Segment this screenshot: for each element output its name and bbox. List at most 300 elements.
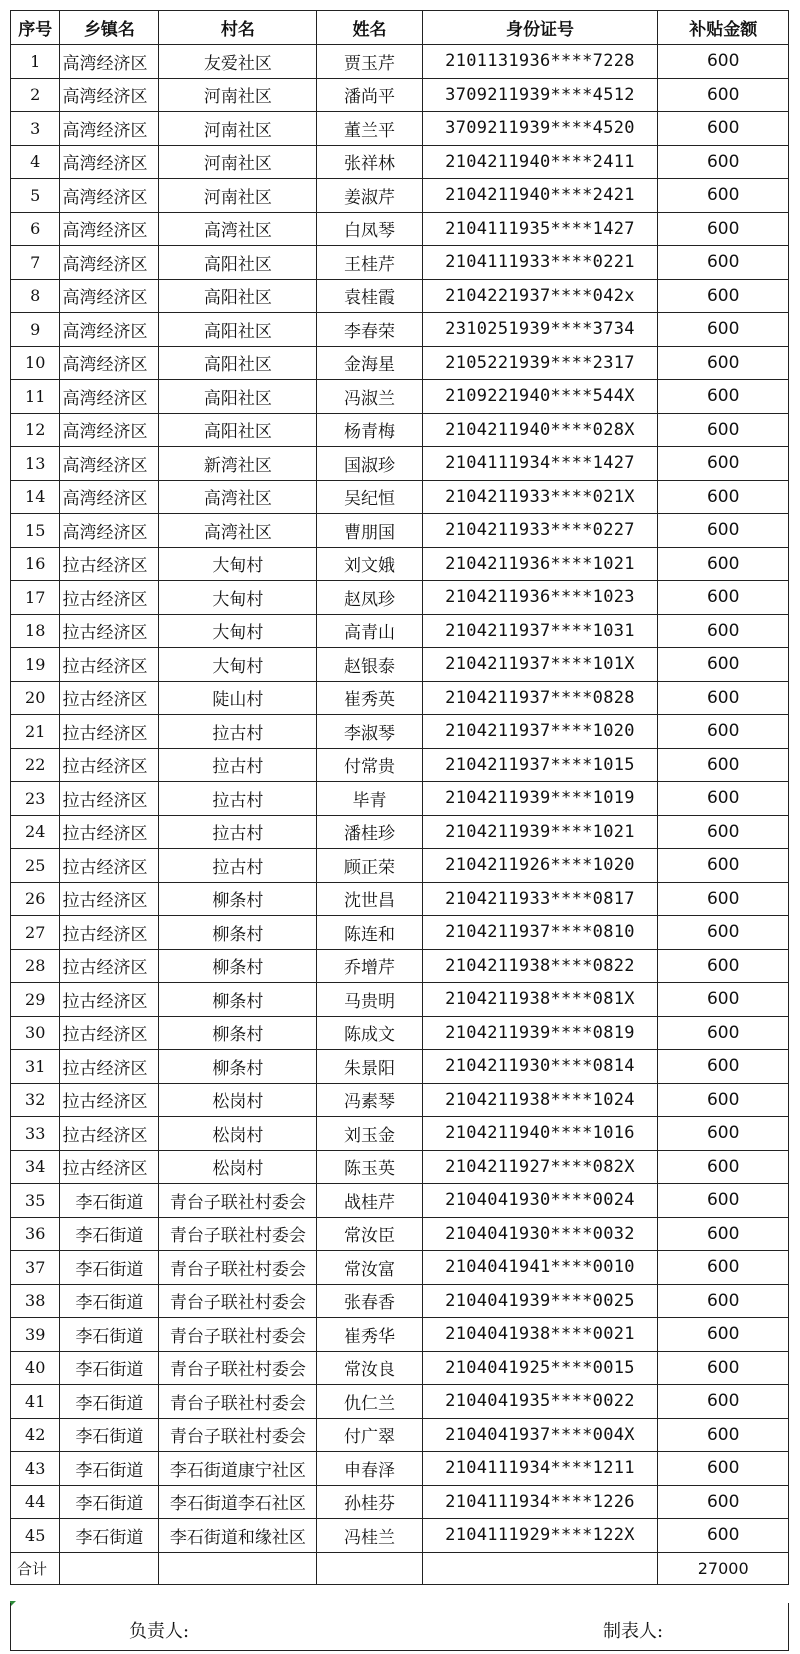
id-number-cell: 2104211937****1015 <box>422 748 658 782</box>
amount-cell: 600 <box>658 1251 789 1285</box>
id-number-cell: 2101131936****7228 <box>422 45 658 79</box>
id-number-cell: 2104211939****1019 <box>422 782 658 816</box>
name-cell: 贾玉芹 <box>317 45 422 79</box>
id-number-cell: 2104211938****081X <box>422 983 658 1017</box>
village-cell: 青台子联社村委会 <box>159 1184 317 1218</box>
id-number-cell: 2104211937****101X <box>422 648 658 682</box>
amount-cell: 600 <box>658 1050 789 1084</box>
name-cell: 陈成文 <box>317 1016 422 1050</box>
id-number-cell: 2104211940****028X <box>422 413 658 447</box>
table-row <box>11 1284 789 1318</box>
id-number-cell: 3709211939****4512 <box>422 78 658 112</box>
town-cell: 高湾经济区 <box>60 346 159 380</box>
table-row <box>11 983 789 1017</box>
table-row <box>11 1016 789 1050</box>
town-cell: 拉古经济区 <box>60 1050 159 1084</box>
id-number-cell: 2104211937****0828 <box>422 681 658 715</box>
town-cell: 高湾经济区 <box>60 480 159 514</box>
header-id-number: 身份证号 <box>422 11 658 45</box>
table-row <box>11 1251 789 1285</box>
name-cell: 刘玉金 <box>317 1117 422 1151</box>
town-cell: 拉古经济区 <box>60 882 159 916</box>
id-number-cell: 2104041935****0022 <box>422 1385 658 1419</box>
village-cell: 拉古村 <box>159 815 317 849</box>
header-seq: 序号 <box>11 11 60 45</box>
name-cell: 毕青 <box>317 782 422 816</box>
seq-cell: 30 <box>11 1016 60 1050</box>
id-number-cell: 2104211940****1016 <box>422 1117 658 1151</box>
table-row <box>11 447 789 481</box>
town-cell: 李石街道 <box>60 1318 159 1352</box>
table-row <box>11 1385 789 1419</box>
village-cell: 高湾社区 <box>159 212 317 246</box>
total-empty-cell <box>159 1552 317 1584</box>
seq-cell: 37 <box>11 1251 60 1285</box>
table-row <box>11 1050 789 1084</box>
seq-cell: 1 <box>11 45 60 79</box>
town-cell: 拉古经济区 <box>60 547 159 581</box>
table-row <box>11 1318 789 1352</box>
amount-cell: 600 <box>658 949 789 983</box>
seq-cell: 33 <box>11 1117 60 1151</box>
amount-cell: 600 <box>658 179 789 213</box>
village-cell: 李石街道康宁社区 <box>159 1452 317 1486</box>
seq-cell: 27 <box>11 916 60 950</box>
amount-cell: 600 <box>658 78 789 112</box>
town-cell: 高湾经济区 <box>60 78 159 112</box>
seq-cell: 28 <box>11 949 60 983</box>
amount-cell: 600 <box>658 1519 789 1553</box>
town-cell: 拉古经济区 <box>60 1083 159 1117</box>
table-row <box>11 581 789 615</box>
seq-cell: 15 <box>11 514 60 548</box>
seq-cell: 9 <box>11 313 60 347</box>
table-row <box>11 782 789 816</box>
total-row <box>11 1552 789 1584</box>
table-row <box>11 916 789 950</box>
total-empty-cell <box>422 1552 658 1584</box>
town-cell: 李石街道 <box>60 1452 159 1486</box>
table-row <box>11 279 789 313</box>
name-cell: 国淑珍 <box>317 447 422 481</box>
village-cell: 河南社区 <box>159 145 317 179</box>
id-number-cell: 2104041925****0015 <box>422 1351 658 1385</box>
village-cell: 高阳社区 <box>159 246 317 280</box>
seq-cell: 42 <box>11 1418 60 1452</box>
town-cell: 拉古经济区 <box>60 648 159 682</box>
village-cell: 河南社区 <box>159 112 317 146</box>
seq-cell: 38 <box>11 1284 60 1318</box>
amount-cell: 600 <box>658 648 789 682</box>
seq-cell: 3 <box>11 112 60 146</box>
amount-cell: 600 <box>658 1485 789 1519</box>
name-cell: 冯素琴 <box>317 1083 422 1117</box>
town-cell: 拉古经济区 <box>60 1150 159 1184</box>
id-number-cell: 2109221940****544X <box>422 380 658 414</box>
town-cell: 李石街道 <box>60 1284 159 1318</box>
town-cell: 李石街道 <box>60 1519 159 1553</box>
town-cell: 拉古经济区 <box>60 782 159 816</box>
table-row <box>11 480 789 514</box>
amount-cell: 600 <box>658 1117 789 1151</box>
seq-cell: 35 <box>11 1184 60 1218</box>
table-row <box>11 1184 789 1218</box>
name-cell: 张祥林 <box>317 145 422 179</box>
name-cell: 赵凤珍 <box>317 581 422 615</box>
name-cell: 常汝富 <box>317 1251 422 1285</box>
village-cell: 高阳社区 <box>159 346 317 380</box>
amount-cell: 600 <box>658 514 789 548</box>
header-village: 村名 <box>159 11 317 45</box>
name-cell: 顾正荣 <box>317 849 422 883</box>
amount-cell: 600 <box>658 1083 789 1117</box>
name-cell: 崔秀华 <box>317 1318 422 1352</box>
town-cell: 拉古经济区 <box>60 1117 159 1151</box>
table-row <box>11 413 789 447</box>
town-cell: 拉古经济区 <box>60 815 159 849</box>
name-cell: 杨青梅 <box>317 413 422 447</box>
town-cell: 高湾经济区 <box>60 313 159 347</box>
id-number-cell: 2104111934****1226 <box>422 1485 658 1519</box>
amount-cell: 600 <box>658 782 789 816</box>
seq-cell: 20 <box>11 681 60 715</box>
name-cell: 冯淑兰 <box>317 380 422 414</box>
village-cell: 柳条村 <box>159 882 317 916</box>
amount-cell: 600 <box>658 916 789 950</box>
seq-cell: 8 <box>11 279 60 313</box>
village-cell: 柳条村 <box>159 1050 317 1084</box>
table-row <box>11 1418 789 1452</box>
amount-cell: 600 <box>658 614 789 648</box>
header-subsidy-amount: 补贴金额 <box>658 11 789 45</box>
id-number-cell: 2104211940****2421 <box>422 179 658 213</box>
amount-cell: 600 <box>658 1184 789 1218</box>
seq-cell: 24 <box>11 815 60 849</box>
name-cell: 沈世昌 <box>317 882 422 916</box>
village-cell: 拉古村 <box>159 748 317 782</box>
seq-cell: 32 <box>11 1083 60 1117</box>
name-cell: 孙桂芬 <box>317 1485 422 1519</box>
name-cell: 吴纪恒 <box>317 480 422 514</box>
table-row <box>11 614 789 648</box>
name-cell: 李淑琴 <box>317 715 422 749</box>
name-cell: 付广翠 <box>317 1418 422 1452</box>
name-cell: 仇仁兰 <box>317 1385 422 1419</box>
id-number-cell: 2104221937****042x <box>422 279 658 313</box>
town-cell: 拉古经济区 <box>60 681 159 715</box>
seq-cell: 34 <box>11 1150 60 1184</box>
amount-cell: 600 <box>658 346 789 380</box>
header-name: 姓名 <box>317 11 422 45</box>
name-cell: 崔秀英 <box>317 681 422 715</box>
village-cell: 青台子联社村委会 <box>159 1385 317 1419</box>
id-number-cell: 2104211938****1024 <box>422 1083 658 1117</box>
seq-cell: 2 <box>11 78 60 112</box>
amount-cell: 600 <box>658 983 789 1017</box>
seq-cell: 13 <box>11 447 60 481</box>
seq-cell: 29 <box>11 983 60 1017</box>
seq-cell: 23 <box>11 782 60 816</box>
amount-cell: 600 <box>658 279 789 313</box>
id-number-cell: 2104211927****082X <box>422 1150 658 1184</box>
seq-cell: 22 <box>11 748 60 782</box>
amount-cell: 600 <box>658 447 789 481</box>
id-number-cell: 2104211926****1020 <box>422 849 658 883</box>
town-cell: 高湾经济区 <box>60 212 159 246</box>
town-cell: 拉古经济区 <box>60 715 159 749</box>
town-cell: 拉古经济区 <box>60 614 159 648</box>
village-cell: 柳条村 <box>159 1016 317 1050</box>
seq-cell: 7 <box>11 246 60 280</box>
table-row <box>11 1083 789 1117</box>
amount-cell: 600 <box>658 1217 789 1251</box>
amount-cell: 600 <box>658 1284 789 1318</box>
table-row <box>11 882 789 916</box>
village-cell: 松岗村 <box>159 1117 317 1151</box>
town-cell: 拉古经济区 <box>60 748 159 782</box>
total-empty-cell <box>317 1552 422 1584</box>
seq-cell: 36 <box>11 1217 60 1251</box>
town-cell: 李石街道 <box>60 1385 159 1419</box>
village-cell: 柳条村 <box>159 983 317 1017</box>
responsible-person-label: 负责人: <box>129 1621 190 1642</box>
seq-cell: 21 <box>11 715 60 749</box>
seq-cell: 10 <box>11 346 60 380</box>
subsidy-table <box>10 10 789 1585</box>
town-cell: 拉古经济区 <box>60 949 159 983</box>
table-row <box>11 849 789 883</box>
id-number-cell: 2104211939****1021 <box>422 815 658 849</box>
name-cell: 王桂芹 <box>317 246 422 280</box>
village-cell: 高阳社区 <box>159 413 317 447</box>
town-cell: 高湾经济区 <box>60 246 159 280</box>
seq-cell: 4 <box>11 145 60 179</box>
id-number-cell: 2310251939****3734 <box>422 313 658 347</box>
seq-cell: 12 <box>11 413 60 447</box>
name-cell: 付常贵 <box>317 748 422 782</box>
table-row <box>11 112 789 146</box>
village-cell: 李石街道李石社区 <box>159 1485 317 1519</box>
id-number-cell: 2104211933****0227 <box>422 514 658 548</box>
id-number-cell: 2105221939****2317 <box>422 346 658 380</box>
id-number-cell: 2104111934****1211 <box>422 1452 658 1486</box>
amount-cell: 600 <box>658 1452 789 1486</box>
town-cell: 拉古经济区 <box>60 849 159 883</box>
town-cell: 李石街道 <box>60 1351 159 1385</box>
amount-cell: 600 <box>658 380 789 414</box>
name-cell: 白凤琴 <box>317 212 422 246</box>
amount-cell: 600 <box>658 815 789 849</box>
town-cell: 拉古经济区 <box>60 1016 159 1050</box>
table-row <box>11 648 789 682</box>
id-number-cell: 2104211936****1021 <box>422 547 658 581</box>
town-cell: 高湾经济区 <box>60 45 159 79</box>
village-cell: 柳条村 <box>159 916 317 950</box>
village-cell: 青台子联社村委会 <box>159 1284 317 1318</box>
table-row <box>11 212 789 246</box>
amount-cell: 600 <box>658 480 789 514</box>
table-row <box>11 1117 789 1151</box>
amount-cell: 600 <box>658 112 789 146</box>
id-number-cell: 2104211933****0817 <box>422 882 658 916</box>
village-cell: 高阳社区 <box>159 279 317 313</box>
amount-cell: 600 <box>658 1385 789 1419</box>
table-maker-label: 制表人: <box>603 1621 664 1642</box>
town-cell: 高湾经济区 <box>60 145 159 179</box>
table-body <box>11 45 789 1553</box>
id-number-cell: 3709211939****4520 <box>422 112 658 146</box>
name-cell: 刘文娥 <box>317 547 422 581</box>
name-cell: 申春泽 <box>317 1452 422 1486</box>
town-cell: 拉古经济区 <box>60 916 159 950</box>
town-cell: 高湾经济区 <box>60 112 159 146</box>
name-cell: 赵银泰 <box>317 648 422 682</box>
seq-cell: 31 <box>11 1050 60 1084</box>
village-cell: 青台子联社村委会 <box>159 1318 317 1352</box>
name-cell: 马贵明 <box>317 983 422 1017</box>
village-cell: 拉古村 <box>159 782 317 816</box>
table-row <box>11 45 789 79</box>
id-number-cell: 2104041930****0032 <box>422 1217 658 1251</box>
village-cell: 高湾社区 <box>159 514 317 548</box>
amount-cell: 600 <box>658 681 789 715</box>
id-number-cell: 2104211940****2411 <box>422 145 658 179</box>
town-cell: 李石街道 <box>60 1184 159 1218</box>
town-cell: 李石街道 <box>60 1251 159 1285</box>
village-cell: 青台子联社村委会 <box>159 1217 317 1251</box>
table-row <box>11 246 789 280</box>
name-cell: 袁桂霞 <box>317 279 422 313</box>
town-cell: 高湾经济区 <box>60 514 159 548</box>
table-row <box>11 514 789 548</box>
amount-cell: 600 <box>658 715 789 749</box>
total-amount: 27000 <box>658 1552 789 1584</box>
amount-cell: 600 <box>658 145 789 179</box>
seq-cell: 25 <box>11 849 60 883</box>
table-row <box>11 313 789 347</box>
subsidy-table-sheet <box>10 10 789 1585</box>
village-cell: 大甸村 <box>159 614 317 648</box>
id-number-cell: 2104111929****122X <box>422 1519 658 1553</box>
table-row <box>11 78 789 112</box>
name-cell: 朱景阳 <box>317 1050 422 1084</box>
table-row <box>11 1519 789 1553</box>
table-row <box>11 1150 789 1184</box>
table-row <box>11 1485 789 1519</box>
seq-cell: 14 <box>11 480 60 514</box>
header-row <box>11 11 789 45</box>
name-cell: 战桂芹 <box>317 1184 422 1218</box>
seq-cell: 19 <box>11 648 60 682</box>
amount-cell: 600 <box>658 1016 789 1050</box>
village-cell: 河南社区 <box>159 78 317 112</box>
seq-cell: 39 <box>11 1318 60 1352</box>
table-row <box>11 748 789 782</box>
table-row <box>11 547 789 581</box>
id-number-cell: 2104211937****0810 <box>422 916 658 950</box>
name-cell: 高青山 <box>317 614 422 648</box>
table-row <box>11 179 789 213</box>
village-cell: 大甸村 <box>159 648 317 682</box>
seq-cell: 44 <box>11 1485 60 1519</box>
total-empty-cell <box>60 1552 159 1584</box>
name-cell: 潘尚平 <box>317 78 422 112</box>
village-cell: 松岗村 <box>159 1083 317 1117</box>
amount-cell: 600 <box>658 413 789 447</box>
name-cell: 李春荣 <box>317 313 422 347</box>
id-number-cell: 2104211938****0822 <box>422 949 658 983</box>
town-cell: 李石街道 <box>60 1217 159 1251</box>
amount-cell: 600 <box>658 748 789 782</box>
seq-cell: 40 <box>11 1351 60 1385</box>
village-cell: 大甸村 <box>159 581 317 615</box>
name-cell: 潘桂珍 <box>317 815 422 849</box>
id-number-cell: 2104111933****0221 <box>422 246 658 280</box>
name-cell: 乔增芹 <box>317 949 422 983</box>
table-row <box>11 1217 789 1251</box>
id-number-cell: 2104041939****0025 <box>422 1284 658 1318</box>
id-number-cell: 2104111934****1427 <box>422 447 658 481</box>
town-cell: 李石街道 <box>60 1485 159 1519</box>
table-row <box>11 1452 789 1486</box>
seq-cell: 26 <box>11 882 60 916</box>
name-cell: 姜淑芹 <box>317 179 422 213</box>
village-cell: 陡山村 <box>159 681 317 715</box>
seq-cell: 5 <box>11 179 60 213</box>
table-row <box>11 815 789 849</box>
village-cell: 高阳社区 <box>159 380 317 414</box>
header-town: 乡镇名 <box>60 11 159 45</box>
village-cell: 河南社区 <box>159 179 317 213</box>
town-cell: 拉古经济区 <box>60 581 159 615</box>
id-number-cell: 2104211930****0814 <box>422 1050 658 1084</box>
amount-cell: 600 <box>658 1318 789 1352</box>
seq-cell: 6 <box>11 212 60 246</box>
amount-cell: 600 <box>658 1418 789 1452</box>
village-cell: 青台子联社村委会 <box>159 1418 317 1452</box>
village-cell: 李石街道和缘社区 <box>159 1519 317 1553</box>
town-cell: 拉古经济区 <box>60 983 159 1017</box>
name-cell: 曹朋国 <box>317 514 422 548</box>
name-cell: 冯桂兰 <box>317 1519 422 1553</box>
name-cell: 金海星 <box>317 346 422 380</box>
town-cell: 高湾经济区 <box>60 380 159 414</box>
amount-cell: 600 <box>658 212 789 246</box>
signature-footer <box>10 1603 789 1651</box>
village-cell: 新湾社区 <box>159 447 317 481</box>
table-row <box>11 145 789 179</box>
id-number-cell: 2104211933****021X <box>422 480 658 514</box>
id-number-cell: 2104211939****0819 <box>422 1016 658 1050</box>
amount-cell: 600 <box>658 45 789 79</box>
seq-cell: 43 <box>11 1452 60 1486</box>
amount-cell: 600 <box>658 581 789 615</box>
table-row <box>11 346 789 380</box>
village-cell: 高阳社区 <box>159 313 317 347</box>
town-cell: 高湾经济区 <box>60 447 159 481</box>
village-cell: 柳条村 <box>159 949 317 983</box>
village-cell: 拉古村 <box>159 715 317 749</box>
town-cell: 李石街道 <box>60 1418 159 1452</box>
table-row <box>11 681 789 715</box>
table-row <box>11 1351 789 1385</box>
village-cell: 高湾社区 <box>159 480 317 514</box>
seq-cell: 11 <box>11 380 60 414</box>
village-cell: 拉古村 <box>159 849 317 883</box>
village-cell: 青台子联社村委会 <box>159 1251 317 1285</box>
id-number-cell: 2104041941****0010 <box>422 1251 658 1285</box>
amount-cell: 600 <box>658 882 789 916</box>
